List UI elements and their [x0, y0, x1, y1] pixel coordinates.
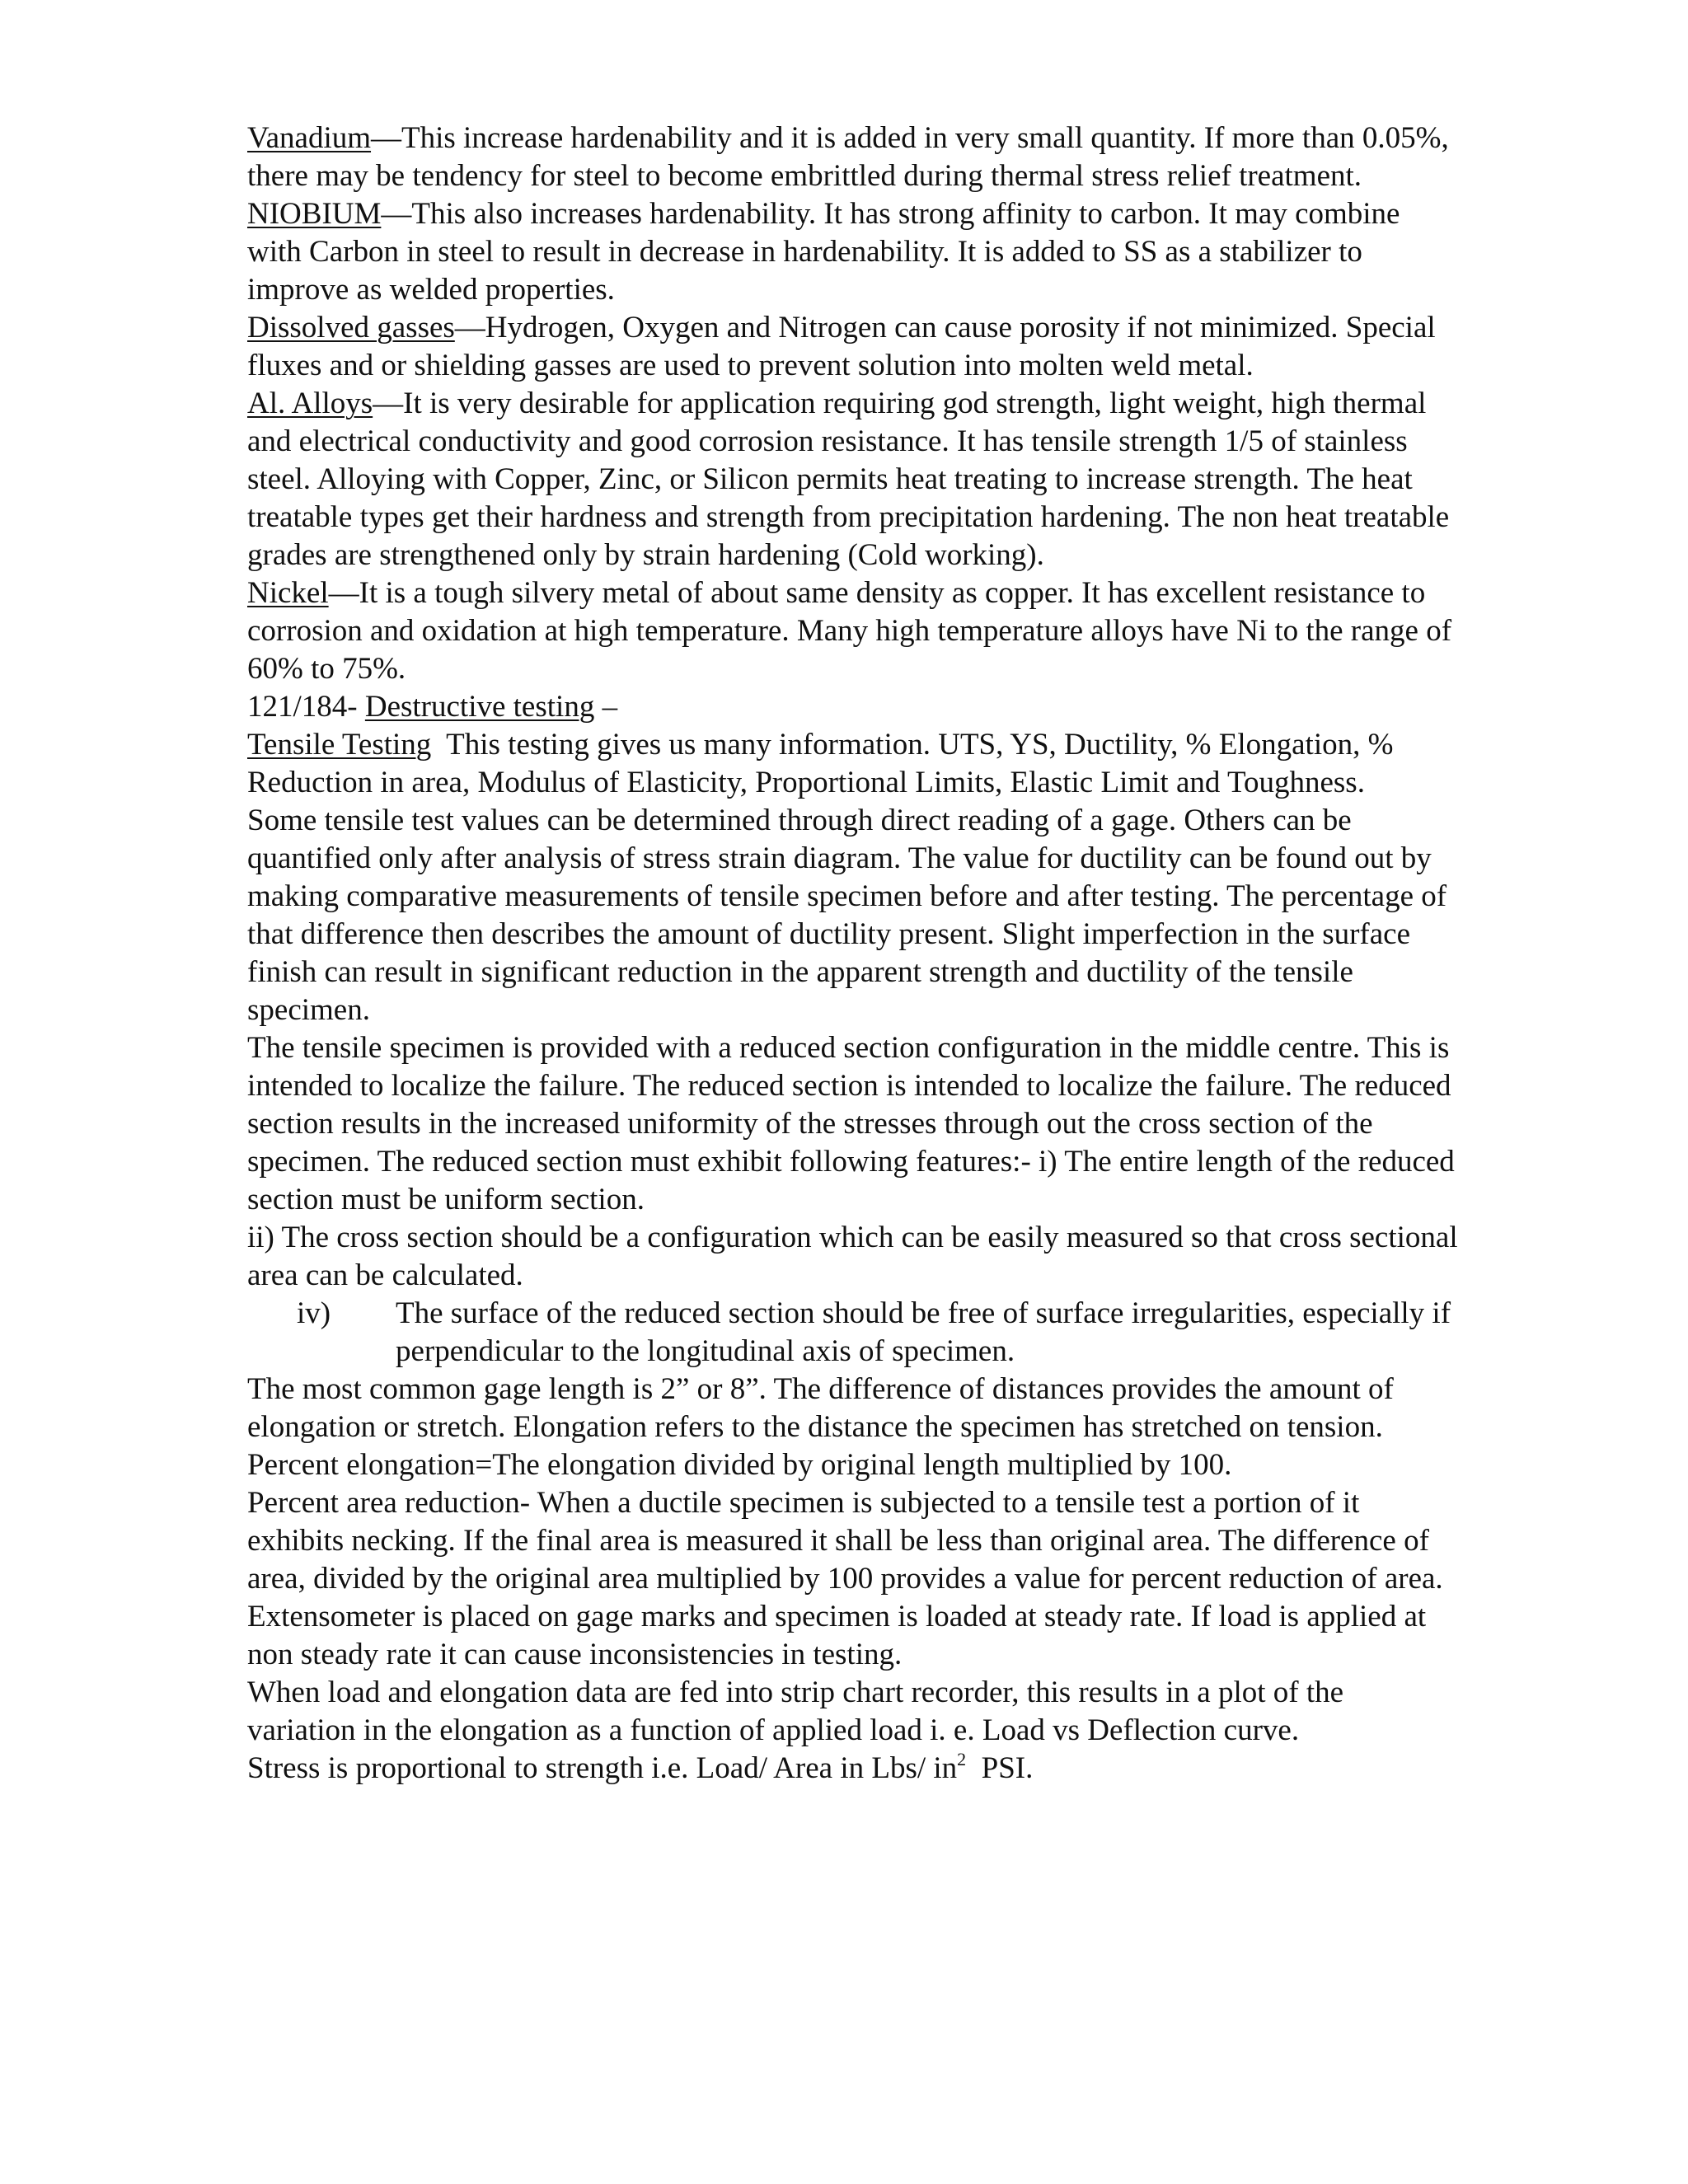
term-dissolved-gasses: Dissolved gasses — [247, 311, 455, 344]
paragraph-gage-length: The most common gage length is 2” or 8”. The difference of distances provides the amount of elongation or stretch. Elongation refers to the distance the specimen has stretched on tension. Percent elongation=The elongation divided by original length multiplied by 100. — [247, 1372, 1394, 1482]
list-text: The surface of the reduced section should be free of surface irregularities, especially if perpendicular to the longitudinal axis of specimen. — [396, 1296, 1451, 1368]
stress-unit: PSI. — [966, 1751, 1034, 1785]
term-niobium: NIOBIUM — [247, 197, 382, 231]
term-destructive-testing: Destructive testing — [364, 690, 595, 724]
term-nickel: Nickel — [247, 576, 329, 610]
paragraph-al-alloys — [247, 385, 1459, 574]
tensile-testing-text: This testing gives us many information. UTS, YS, Ductility, % Elongation, % Reduction in area, Modulus of Elasticity, Proportional Limits, Elastic Limit and Toughness. — [247, 728, 1401, 799]
paragraph-vanadium — [247, 120, 1459, 195]
paragraph-area-reduction: Percent area reduction- When a ductile specimen is subjected to a tensile test a portion of it exhibits necking. If the final area is measured it shall be less than original area. The difference of area, divided by the original area multiplied by 100 provides a value for percent reduction of area. — [247, 1486, 1443, 1596]
paragraph-reduced-section: The tensile specimen is provided with a reduced section configuration in the middle centre. This is intended to localize the failure. The reduced section is intended to localize the failure. The reduced section results in the increased uniformity of the stresses through out the cross section of the specimen. The reduced section must exhibit following features:- i) The entire length of the reduced section must be uniform section. — [247, 1031, 1455, 1216]
paragraph-stress — [247, 1750, 1459, 1788]
paragraph-tensile-values: Some tensile test values can be determined through direct reading of a gage. Others can be quantified only after analysis of stress strain diagram. The value for ductility can be found out by making comparative measurements of tensile specimen before and after testing. The percentage of that difference then describes the amount of ductility present. Slight imperfection in the surface finish can result in significant reduction in the apparent strength and ductility of the tensile specimen. — [247, 804, 1447, 1027]
niobium-text: —This also increases hardenability. It has strong affinity to carbon. It may combine with Carbon in steel to result in decrease in hardenability. It is added to SS as a stabilizer to improve as welded properties. — [247, 197, 1400, 307]
paragraph-extensometer: Extensometer is placed on gage marks and specimen is loaded at steady rate. If load is applied at non steady rate it can cause inconsistencies in testing. — [247, 1600, 1427, 1671]
term-tensile-testing: Tensile Testing — [247, 728, 432, 762]
superscript-2: 2 — [957, 1748, 967, 1769]
term-al-alloys: Al. Alloys — [247, 387, 373, 420]
paragraph-tensile-testing — [247, 726, 1459, 802]
heading-destructive-testing — [247, 688, 1459, 726]
term-vanadium: Vanadium — [247, 121, 372, 155]
paragraph-dissolved-gasses — [247, 309, 1459, 385]
nickel-text: —It is a tough silvery metal of about same density as copper. It has excellent resistance to corrosion and oxidation at high temperature. Many high temperature alloys have Ni to the range of 60% to 75%. — [247, 576, 1452, 686]
paragraph-nickel — [247, 574, 1459, 688]
paragraph-strip-chart: When load and elongation data are fed into strip chart recorder, this results in a plot of the variation in the elongation as a function of applied load i. e. Load vs Deflection curve. — [247, 1675, 1344, 1747]
dissolved-gasses-text: —Hydrogen, Oxygen and Nitrogen can cause porosity if not minimized. Special fluxes and or shielding gasses are used to prevent solution into molten weld metal. — [247, 311, 1436, 382]
al-alloys-text: —It is very desirable for application requiring god strength, light weight, high thermal and electrical conductivity and good corrosion resistance. It has tensile strength 1/5 of stainless steel. Alloying with Copper, Zinc, or Silicon permits heat treating to increase strength. The heat treatable types get their hardness and strength from precipitation hardening. The non heat treatable grades are strengthened only by strain hardening (Cold working). — [247, 387, 1450, 572]
document-page — [247, 120, 1459, 1788]
list-item-iv — [247, 1295, 1459, 1371]
paragraph-niobium — [247, 195, 1459, 309]
paragraph-cross-section: ii) The cross section should be a configuration which can be easily measured so that cross sectional area can be calculated. — [247, 1221, 1458, 1292]
stress-text: Stress is proportional to strength i.e. Load/ Area in Lbs/ in — [247, 1751, 958, 1785]
vanadium-text: —This increase hardenability and it is added in very small quantity. If more than 0.05%, there may be tendency for steel to become embrittled during thermal stress relief treatment. — [247, 121, 1449, 193]
page-reference: 121/184- — [247, 690, 365, 724]
list-number: iv) — [297, 1296, 331, 1330]
heading-dash: – — [594, 690, 618, 724]
